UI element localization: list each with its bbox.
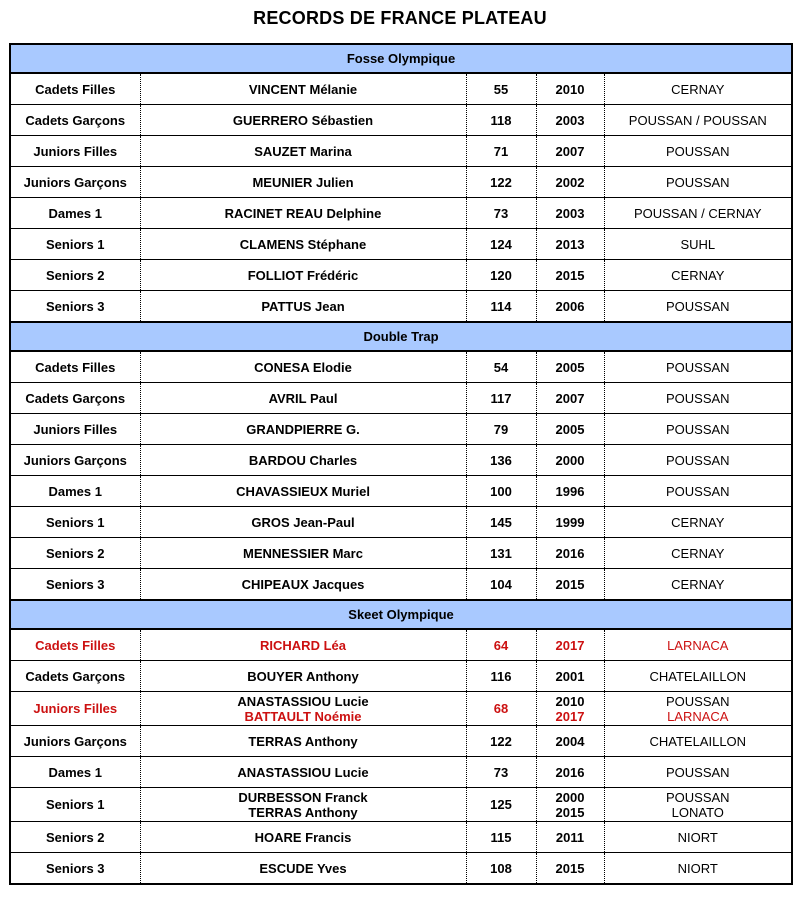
cell-line: 2013 <box>555 236 585 252</box>
table-row <box>10 757 792 788</box>
cell-line: CHATELAILLON <box>649 733 747 749</box>
table-row <box>10 260 792 291</box>
cell-line: 2003 <box>555 205 585 221</box>
cell-line: 2005 <box>555 359 585 375</box>
year-cell <box>536 757 604 788</box>
cell-line: TERRAS Anthony <box>248 733 358 749</box>
cell-line: ESCUDE Yves <box>259 860 347 876</box>
place-cell <box>604 414 792 445</box>
year-cell <box>536 569 604 601</box>
score-cell: 124 <box>466 229 536 260</box>
section-title: Skeet Olympique <box>10 600 792 629</box>
cell-line: SUHL <box>680 236 716 252</box>
table-row <box>10 507 792 538</box>
year-cell <box>536 136 604 167</box>
cell-line: TERRAS Anthony <box>248 804 358 820</box>
cell-line: 2015 <box>555 804 585 820</box>
cell-line: CERNAY <box>671 267 725 283</box>
year-cell <box>536 167 604 198</box>
score-cell: 55 <box>466 73 536 105</box>
place-cell <box>604 291 792 323</box>
category-cell: Dames 1 <box>10 476 140 507</box>
category-cell: Seniors 2 <box>10 260 140 291</box>
section-title: Double Trap <box>10 322 792 351</box>
table-row <box>10 629 792 661</box>
cell-line: AVRIL Paul <box>268 390 338 406</box>
table-row <box>10 726 792 757</box>
year-cell <box>536 105 604 136</box>
cell-line: POUSSAN <box>665 390 730 406</box>
table-row <box>10 291 792 323</box>
place-cell <box>604 507 792 538</box>
cell-line: 2010 <box>555 81 585 97</box>
score-cell: 117 <box>466 383 536 414</box>
table-row <box>10 569 792 601</box>
cell-line: 2017 <box>555 708 585 724</box>
year-cell <box>536 853 604 885</box>
cell-line: GROS Jean-Paul <box>251 514 355 530</box>
cell-line: 2016 <box>555 764 585 780</box>
cell-line: 2001 <box>555 668 585 684</box>
place-cell <box>604 476 792 507</box>
cell-line: 2015 <box>555 267 585 283</box>
cell-line: POUSSAN / POUSSAN <box>628 112 767 128</box>
name-cell <box>140 383 466 414</box>
score-cell: 108 <box>466 853 536 885</box>
cell-line: CONESA Elodie <box>254 359 352 375</box>
name-cell <box>140 229 466 260</box>
page-title: RECORDS DE FRANCE PLATEAU <box>253 8 547 28</box>
section-title: Fosse Olympique <box>10 44 792 73</box>
cell-line: CHATELAILLON <box>649 668 747 684</box>
name-cell <box>140 507 466 538</box>
cell-line: 2015 <box>555 860 585 876</box>
table-row <box>10 414 792 445</box>
place-cell <box>604 105 792 136</box>
cell-line: 1999 <box>555 514 585 530</box>
year-cell <box>536 538 604 569</box>
category-cell: Juniors Filles <box>10 692 140 726</box>
cell-line: ANASTASSIOU Lucie <box>237 764 369 780</box>
score-cell: 68 <box>466 692 536 726</box>
name-cell <box>140 661 466 692</box>
year-cell <box>536 445 604 476</box>
table-row <box>10 383 792 414</box>
cell-line: CERNAY <box>671 576 725 592</box>
category-cell: Seniors 3 <box>10 291 140 323</box>
name-cell <box>140 260 466 291</box>
category-cell: Cadets Filles <box>10 629 140 661</box>
name-cell <box>140 726 466 757</box>
cell-line: NIORT <box>677 829 718 845</box>
category-cell: Cadets Filles <box>10 73 140 105</box>
cell-line: POUSSAN <box>665 789 730 805</box>
name-cell <box>140 476 466 507</box>
cell-line: DURBESSON Franck <box>238 789 368 805</box>
cell-line: POUSSAN <box>665 359 730 375</box>
category-cell: Juniors Garçons <box>10 167 140 198</box>
cell-line: MEUNIER Julien <box>252 174 354 190</box>
cell-line: SAUZET Marina <box>254 143 352 159</box>
score-cell: 122 <box>466 726 536 757</box>
place-cell <box>604 692 792 726</box>
cell-line: 2002 <box>555 174 585 190</box>
category-cell: Juniors Garçons <box>10 726 140 757</box>
category-cell: Juniors Garçons <box>10 445 140 476</box>
cell-line: LONATO <box>671 804 724 820</box>
score-cell: 100 <box>466 476 536 507</box>
year-cell <box>536 414 604 445</box>
cell-line: HOARE Francis <box>254 829 352 845</box>
category-cell: Cadets Garçons <box>10 105 140 136</box>
year-cell <box>536 661 604 692</box>
cell-line: 2007 <box>555 390 585 406</box>
score-cell: 131 <box>466 538 536 569</box>
place-cell <box>604 73 792 105</box>
name-cell <box>140 73 466 105</box>
year-cell <box>536 822 604 853</box>
year-cell <box>536 229 604 260</box>
name-cell <box>140 414 466 445</box>
cell-line: 2004 <box>555 733 585 749</box>
cell-line: MENNESSIER Marc <box>243 545 363 561</box>
name-cell <box>140 167 466 198</box>
cell-line: 2016 <box>555 545 585 561</box>
year-cell <box>536 726 604 757</box>
place-cell <box>604 629 792 661</box>
table-row <box>10 167 792 198</box>
table-row <box>10 198 792 229</box>
cell-line: 2000 <box>555 452 585 468</box>
category-cell: Seniors 1 <box>10 788 140 822</box>
place-cell <box>604 383 792 414</box>
section-header <box>10 44 792 73</box>
score-cell: 71 <box>466 136 536 167</box>
place-cell <box>604 136 792 167</box>
year-cell <box>536 351 604 383</box>
cell-line: 2015 <box>555 576 585 592</box>
score-cell: 73 <box>466 757 536 788</box>
year-cell <box>536 629 604 661</box>
name-cell <box>140 351 466 383</box>
cell-line: 2006 <box>555 298 585 314</box>
place-cell <box>604 351 792 383</box>
score-cell: 116 <box>466 661 536 692</box>
name-cell <box>140 822 466 853</box>
cell-line: 2007 <box>555 143 585 159</box>
score-cell: 73 <box>466 198 536 229</box>
table-row <box>10 445 792 476</box>
year-cell <box>536 383 604 414</box>
score-cell: 145 <box>466 507 536 538</box>
year-cell <box>536 291 604 323</box>
year-cell <box>536 788 604 822</box>
place-cell <box>604 822 792 853</box>
place-cell <box>604 538 792 569</box>
table-row <box>10 351 792 383</box>
name-cell <box>140 692 466 726</box>
place-cell <box>604 167 792 198</box>
cell-line: POUSSAN <box>665 764 730 780</box>
cell-line: RACINET REAU Delphine <box>224 205 382 221</box>
cell-line: VINCENT Mélanie <box>248 81 358 97</box>
year-cell <box>536 507 604 538</box>
category-cell: Juniors Filles <box>10 136 140 167</box>
table-row <box>10 788 792 822</box>
table-row <box>10 538 792 569</box>
category-cell: Seniors 1 <box>10 507 140 538</box>
name-cell <box>140 105 466 136</box>
cell-line: POUSSAN <box>665 143 730 159</box>
table-row <box>10 853 792 885</box>
cell-line: POUSSAN <box>665 483 730 499</box>
place-cell <box>604 853 792 885</box>
cell-line: BARDOU Charles <box>248 452 358 468</box>
cell-line: 2003 <box>555 112 585 128</box>
category-cell: Dames 1 <box>10 757 140 788</box>
cell-line: ANASTASSIOU Lucie <box>237 693 369 709</box>
cell-line: GUERRERO Sébastien <box>232 112 374 128</box>
cell-line: LARNACA <box>667 708 729 724</box>
place-cell <box>604 198 792 229</box>
score-cell: 120 <box>466 260 536 291</box>
cell-line: 1996 <box>555 483 585 499</box>
name-cell <box>140 757 466 788</box>
table-row <box>10 661 792 692</box>
cell-line: PATTUS Jean <box>261 298 345 314</box>
year-cell <box>536 73 604 105</box>
place-cell <box>604 661 792 692</box>
cell-line: 2000 <box>555 789 585 805</box>
name-cell <box>140 853 466 885</box>
table-row <box>10 136 792 167</box>
category-cell: Seniors 1 <box>10 229 140 260</box>
place-cell <box>604 788 792 822</box>
cell-line: POUSSAN <box>665 174 730 190</box>
cell-line: CHAVASSIEUX Muriel <box>236 483 370 499</box>
year-cell <box>536 692 604 726</box>
cell-line: NIORT <box>677 860 718 876</box>
name-cell <box>140 569 466 601</box>
category-cell: Cadets Garçons <box>10 383 140 414</box>
table-row <box>10 692 792 726</box>
cell-line: POUSSAN <box>665 298 730 314</box>
score-cell: 54 <box>466 351 536 383</box>
category-cell: Cadets Garçons <box>10 661 140 692</box>
category-cell: Seniors 3 <box>10 853 140 885</box>
table-row <box>10 229 792 260</box>
cell-line: BATTAULT Noémie <box>244 708 362 724</box>
table-row <box>10 73 792 105</box>
cell-line: LARNACA <box>667 637 729 653</box>
place-cell <box>604 569 792 601</box>
name-cell <box>140 445 466 476</box>
cell-line: CERNAY <box>671 545 725 561</box>
cell-line: CERNAY <box>671 514 725 530</box>
cell-line: BOUYER Anthony <box>247 668 359 684</box>
name-cell <box>140 538 466 569</box>
score-cell: 122 <box>466 167 536 198</box>
cell-line: 2011 <box>555 829 585 845</box>
category-cell: Dames 1 <box>10 198 140 229</box>
cell-line: POUSSAN / CERNAY <box>633 205 762 221</box>
place-cell <box>604 260 792 291</box>
cell-line: 2017 <box>555 637 585 653</box>
place-cell <box>604 757 792 788</box>
cell-line: CLAMENS Stéphane <box>239 236 367 252</box>
name-cell <box>140 291 466 323</box>
cell-line: POUSSAN <box>665 421 730 437</box>
cell-line: POUSSAN <box>665 452 730 468</box>
cell-line: POUSSAN <box>665 693 730 709</box>
name-cell <box>140 629 466 661</box>
score-cell: 115 <box>466 822 536 853</box>
cell-line: RICHARD Léa <box>260 637 346 653</box>
place-cell <box>604 445 792 476</box>
table-row <box>10 476 792 507</box>
cell-line: CERNAY <box>671 81 725 97</box>
name-cell <box>140 136 466 167</box>
section-header <box>10 600 792 629</box>
category-cell: Seniors 2 <box>10 822 140 853</box>
table-row <box>10 105 792 136</box>
year-cell <box>536 260 604 291</box>
score-cell: 114 <box>466 291 536 323</box>
cell-line: GRANDPIERRE G. <box>246 421 360 437</box>
score-cell: 79 <box>466 414 536 445</box>
score-cell: 64 <box>466 629 536 661</box>
records-table <box>9 43 793 885</box>
score-cell: 118 <box>466 105 536 136</box>
cell-line: FOLLIOT Frédéric <box>247 267 359 283</box>
score-cell: 125 <box>466 788 536 822</box>
place-cell <box>604 229 792 260</box>
year-cell <box>536 476 604 507</box>
year-cell <box>536 198 604 229</box>
cell-line: 2010 <box>555 693 585 709</box>
category-cell: Seniors 2 <box>10 538 140 569</box>
section-header <box>10 322 792 351</box>
table-row <box>10 822 792 853</box>
place-cell <box>604 726 792 757</box>
cell-line: CHIPEAUX Jacques <box>241 576 365 592</box>
cell-line: 2005 <box>555 421 585 437</box>
category-cell: Seniors 3 <box>10 569 140 601</box>
category-cell: Juniors Filles <box>10 414 140 445</box>
name-cell <box>140 198 466 229</box>
category-cell: Cadets Filles <box>10 351 140 383</box>
name-cell <box>140 788 466 822</box>
score-cell: 136 <box>466 445 536 476</box>
score-cell: 104 <box>466 569 536 601</box>
